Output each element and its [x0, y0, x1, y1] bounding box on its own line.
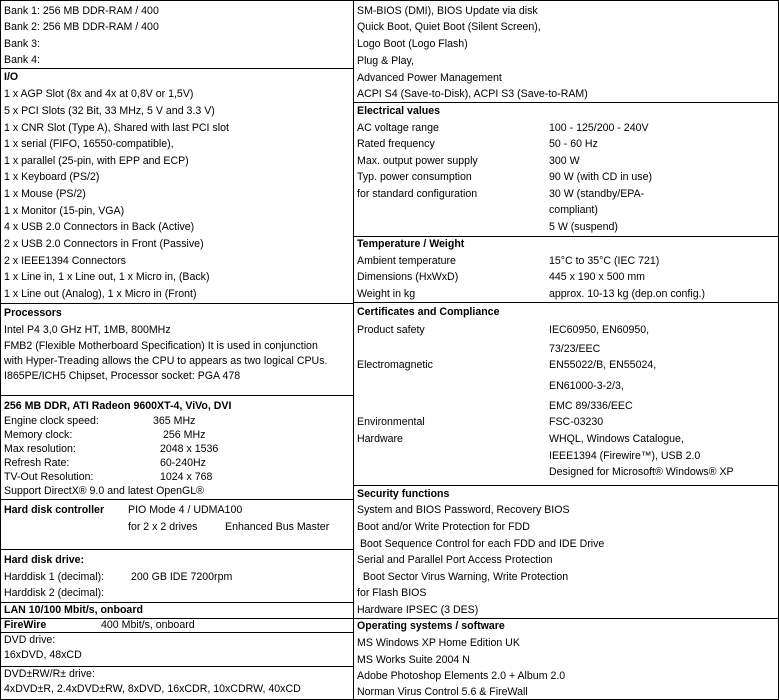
electrical-value: 5 W (suspend): [549, 221, 618, 233]
hdc-value: for 2 x 2 drives: [128, 521, 198, 533]
section-title: FireWire: [4, 619, 47, 631]
graphics-footer: Support DirectX® 9.0 and latest OpenGL®: [4, 485, 204, 497]
section-title: Hard disk controller: [4, 504, 105, 516]
section-title: Temperature / Weight: [357, 238, 465, 250]
electrical-value: 90 W (with CD in use): [549, 171, 653, 183]
bank-line: Bank 2: 256 MB DDR-RAM / 400: [4, 21, 159, 33]
dvd-label: DVD drive:: [4, 634, 56, 646]
section-title: I/O: [4, 71, 19, 83]
hdc-value: Enhanced Bus Master: [225, 521, 330, 533]
electrical-value: 300 W: [549, 155, 580, 167]
certificate-value: EN61000-3-2/3,: [549, 380, 624, 392]
section-title: Operating systems / software: [357, 620, 505, 632]
section-title: Electrical values: [357, 105, 441, 117]
firewire-value: 400 Mbit/s, onboard: [101, 619, 195, 631]
bios-line: Advanced Power Management: [357, 72, 502, 84]
certificate-label: Environmental: [357, 416, 425, 428]
security-line: Hardware IPSEC (3 DES): [357, 604, 479, 616]
electrical-value: compliant): [549, 204, 598, 216]
io-line: 5 x PCI Slots (32 Bit, 33 MHz, 5 V and 3.3 V): [4, 105, 215, 117]
certificate-value: WHQL, Windows Catalogue,: [549, 433, 684, 445]
electrical-label: for standard configuration: [357, 188, 478, 200]
dvd-section: [1, 632, 353, 667]
security-line: Boot Sector Virus Warning, Write Protection: [357, 571, 569, 583]
section-title: Certificates and Compliance: [357, 306, 500, 318]
os-line: Norman Virus Control 5.6 & FireWall: [357, 686, 528, 698]
firewire-section: [1, 618, 353, 633]
certificates-section: [354, 302, 778, 486]
section-title: Processors: [4, 307, 62, 319]
memory-banks-section: [1, 1, 353, 69]
security-line: System and BIOS Password, Recovery BIOS: [357, 504, 570, 516]
section-title: Security functions: [357, 488, 450, 500]
graphics-label: TV-Out Resolution:: [4, 471, 94, 483]
processors-section: [1, 303, 353, 396]
io-line: 1 x Line in, 1 x Line out, 1 x Micro in, (Back): [4, 271, 210, 283]
io-section: [1, 68, 353, 304]
hdd-value: 200 GB IDE 7200rpm: [131, 571, 233, 583]
electrical-label: Typ. power consumption: [357, 171, 472, 183]
graphics-value: 1024 x 768: [160, 471, 213, 483]
hdc-section: [1, 499, 353, 550]
right-column: [354, 1, 778, 699]
certificate-label: Hardware: [357, 433, 403, 445]
io-line: 1 x Mouse (PS/2): [4, 188, 86, 200]
io-line: 1 x Line out (Analog), 1 x Micro in (Front): [4, 288, 197, 300]
graphics-label: Engine clock speed:: [4, 415, 99, 427]
bios-line: Logo Boot (Logo Flash): [357, 38, 468, 50]
security-line: Serial and Parallel Port Access Protection: [357, 554, 553, 566]
graphics-value: 60-240Hz: [160, 457, 206, 469]
io-line: 2 x USB 2.0 Connectors in Front (Passive): [4, 238, 204, 250]
temperature-label: Dimensions (HxWxD): [357, 271, 459, 283]
io-line: 1 x Keyboard (PS/2): [4, 171, 100, 183]
processor-line: FMB2 (Flexible Motherboard Specification) It is used in conjunction: [4, 340, 318, 352]
temperature-value: approx. 10-13 kg (dep.on config.): [549, 288, 706, 300]
dvdrw-label: DVD±RW/R± drive:: [4, 668, 95, 680]
electrical-value: 50 - 60 Hz: [549, 138, 598, 150]
section-title: LAN 10/100 Mbit/s, onboard: [4, 604, 143, 616]
temperature-label: Weight in kg: [357, 288, 416, 300]
graphics-section: [1, 395, 353, 500]
dvdrw-value: 4xDVD±R, 2.4xDVD±RW, 8xDVD, 16xCDR, 10xCDRW, 40xCD: [4, 683, 301, 695]
certificate-value: FSC-03230: [549, 416, 604, 428]
electrical-label: AC voltage range: [357, 122, 439, 134]
hdd-label: Harddisk 1 (decimal):: [4, 571, 105, 583]
graphics-value: 256 MHz: [163, 429, 206, 441]
lan-section: [1, 602, 353, 619]
os-section: [354, 618, 778, 699]
security-line: Boot Sequence Control for each FDD and IDE Drive: [357, 538, 605, 550]
bank-line: Bank 4:: [4, 54, 40, 66]
hdc-value: PIO Mode 4 / UDMA100: [128, 504, 243, 516]
electrical-value: 100 - 125/200 - 240V: [549, 122, 649, 134]
io-line: 4 x USB 2.0 Connectors in Back (Active): [4, 221, 195, 233]
processor-line: I865PE/ICH5 Chipset, Processor socket: PGA 478: [4, 370, 241, 382]
bios-line: ACPI S4 (Save-to-Disk), ACPI S3 (Save-to-RAM): [357, 88, 588, 100]
bios-line: Quick Boot, Quiet Boot (Silent Screen),: [357, 21, 541, 33]
bank-line: Bank 3:: [4, 38, 40, 50]
graphics-label: Max resolution:: [4, 443, 76, 455]
os-line: MS Windows XP Home Edition UK: [357, 637, 520, 649]
io-line: 1 x serial (FIFO, 16550-compatible),: [4, 138, 174, 150]
io-line: 1 x AGP Slot (8x and 4x at 0,8V or 1,5V): [4, 88, 194, 100]
certificate-value: IEEE1394 (Firewire™), USB 2.0: [549, 450, 701, 462]
os-line: Adobe Photoshop Elements 2.0 + Album 2.0: [357, 670, 566, 682]
temperature-value: 445 x 190 x 500 mm: [549, 271, 645, 283]
temperature-value: 15°C to 35°C (IEC 721): [549, 255, 660, 267]
electrical-section: [354, 102, 778, 237]
hdd-label: Harddisk 2 (decimal):: [4, 587, 105, 599]
bank-line: Bank 1: 256 MB DDR-RAM / 400: [4, 5, 159, 17]
processor-line: Intel P4 3,0 GHz HT, 1MB, 800MHz: [4, 324, 171, 336]
dvdrw-section: [1, 666, 353, 699]
graphics-label: Memory clock:: [4, 429, 73, 441]
certificate-value: 73/23/EEC: [549, 343, 601, 355]
io-line: 2 x IEEE1394 Connectors: [4, 255, 126, 267]
certificate-value: EN55022/B, EN55024,: [549, 359, 657, 371]
electrical-label: Max. output power supply: [357, 155, 478, 167]
dvd-value: 16xDVD, 48xCD: [4, 649, 82, 661]
certificate-label: Electromagnetic: [357, 359, 433, 371]
certificate-value: Designed for Microsoft® Windows® XP: [549, 466, 734, 478]
security-line: Boot and/or Write Protection for FDD: [357, 521, 530, 533]
io-line: 1 x CNR Slot (Type A), Shared with last PCI slot: [4, 122, 229, 134]
os-line: MS Works Suite 2004 N: [357, 654, 470, 666]
electrical-label: Rated frequency: [357, 138, 435, 150]
io-line: 1 x parallel (25-pin, with EPP and ECP): [4, 155, 189, 167]
temperature-label: Ambient temperature: [357, 255, 456, 267]
certificate-value: IEC60950, EN60950,: [549, 324, 650, 336]
section-title: Hard disk drive:: [4, 554, 85, 566]
io-line: 1 x Monitor (15-pin, VGA): [4, 205, 125, 217]
certificate-value: EMC 89/336/EEC: [549, 400, 633, 412]
section-title: 256 MB DDR, ATI Radeon 9600XT-4, ViVo, DVI: [4, 400, 232, 412]
security-section: [354, 485, 778, 619]
certificate-label: Product safety: [357, 324, 425, 336]
bios-line: Plug & Play,: [357, 55, 414, 67]
left-column: [1, 1, 354, 699]
hdd-section: [1, 549, 353, 603]
graphics-value: 2048 x 1536: [160, 443, 219, 455]
security-line: for Flash BIOS: [357, 587, 427, 599]
temperature-section: [354, 236, 778, 303]
graphics-value: 365 MHz: [153, 415, 196, 427]
processor-line: with Hyper-Treading allows the CPU to appears as two logical CPUs.: [4, 355, 328, 367]
bios-line: SM-BIOS (DMI), BIOS Update via disk: [357, 5, 538, 17]
graphics-label: Refresh Rate:: [4, 457, 70, 469]
bios-section: [354, 1, 778, 103]
electrical-value: 30 W (standby/EPA-: [549, 188, 645, 200]
